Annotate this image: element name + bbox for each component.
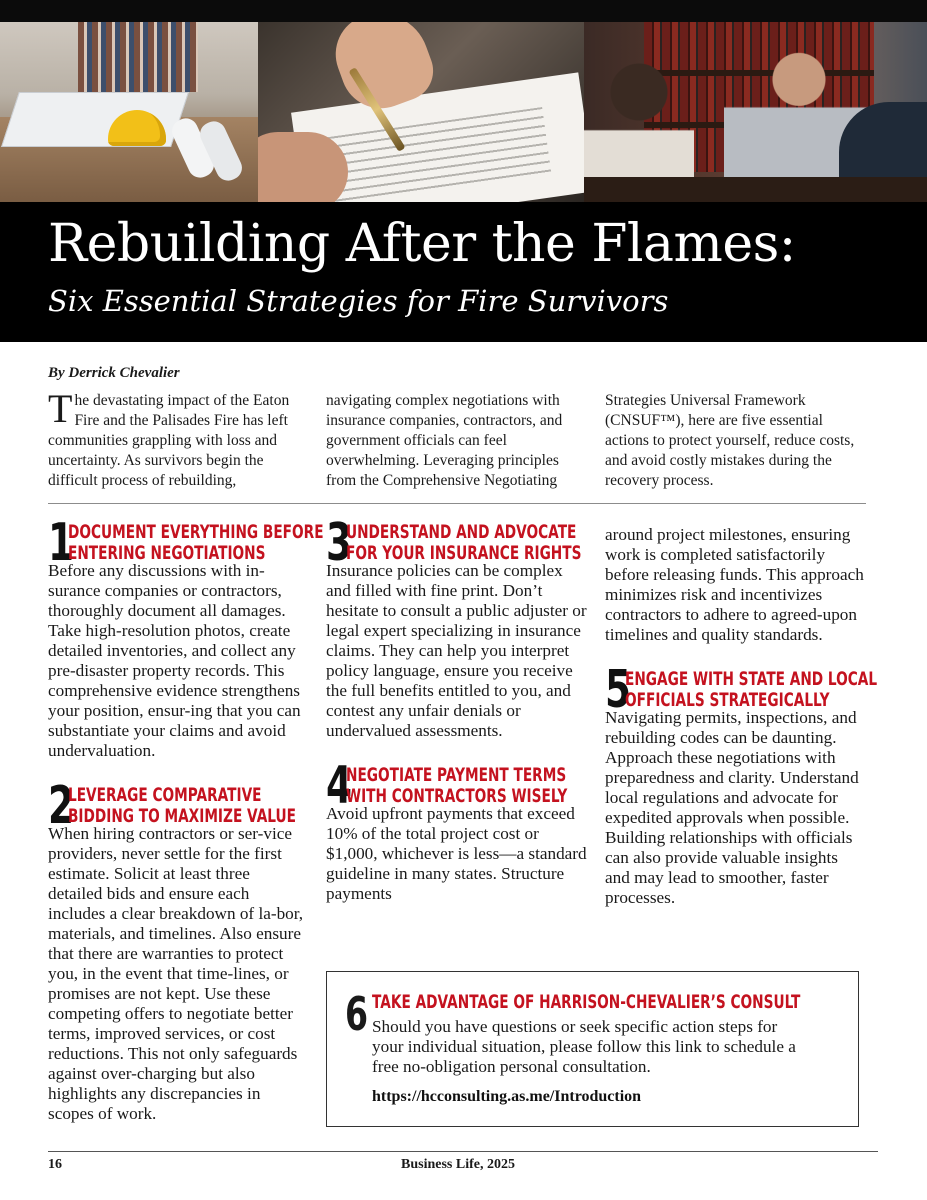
strategy-heading-line: LEVERAGE COMPARATIVE <box>68 784 262 806</box>
strategy-body-3: Insurance policies can be complex and filled with fine print. Don’t hesitate to consult a public adjuster or legal expert specializing in insurance claims. They can help you interpret policy language, ensure you receive the full benefits entitled to you, and contest any unfair denials or undervalued assessments. <box>326 561 587 740</box>
strategy-heading-4 <box>326 756 588 816</box>
strategy-heading-6: TAKE ADVANTAGE OF HARRISON-CHEVALIER’S CONSULT <box>372 991 801 1013</box>
strategy-body-2: When hiring contractors or ser-vice providers, never settle for the first estimate. Solicit at least three detailed bids and ensure each includes a clear breakdown of la-bor, materials, and timelines. Also ensure that there are warranties to protect you, in the event that time-lines, or promises are not kept. Use these competing offers to negotiate better terms, improved services, or cost reductions. This not only safeguards against over-charging but also highlights any discrepancies in scopes of work. <box>48 824 304 1123</box>
strategy-number: 1 <box>48 513 75 573</box>
column-1 <box>48 513 324 1124</box>
footer-rule <box>48 1151 878 1152</box>
strategy-heading-2 <box>48 776 306 836</box>
strategy-number: 5 <box>605 660 632 720</box>
strategy-heading-line: WITH CONTRACTORS WISELY <box>346 785 568 807</box>
strategy-number: 6 <box>345 987 369 1041</box>
section-divider <box>48 503 866 504</box>
column-3 <box>605 525 878 908</box>
strategy-heading-line: UNDERSTAND AND ADVOCATE <box>346 521 577 543</box>
strategy-number: 2 <box>48 776 75 836</box>
consultation-link[interactable]: https://hcconsulting.as.me/Introduction <box>372 1088 642 1105</box>
strategy-heading-line: OFFICIALS STRATEGICALLY <box>625 689 830 711</box>
strategy-heading-line: BIDDING TO MAXIMIZE VALUE <box>68 805 296 827</box>
strategy-body-5: Navigating permits, inspections, and rebuilding codes can be daunting. Approach these negotiations with preparedness and clarity. Understand local regulations and advocate for expedited approvals when possible. Building relationships with officials can also provide valuable insights and may lead to smoother, faster processes. <box>605 708 859 907</box>
intro-column-1 <box>48 386 303 491</box>
top-black-bar <box>0 0 927 22</box>
publication-footer: Business Life, 2025 <box>401 1157 515 1172</box>
intro-column-2: navigating complex negotiations with insurance companies, contractors, and government officials can feel overwhelming. Leveraging principles from the Comprehensive Negotiating <box>326 392 563 489</box>
strategy-heading-line: NEGOTIATE PAYMENT TERMS <box>346 764 567 786</box>
strategy-heading-1 <box>48 513 324 573</box>
consultation-box <box>326 971 859 1127</box>
strategy-heading-line: DOCUMENT EVERYTHING BEFORE <box>68 521 324 543</box>
intro-column-3: Strategies Universal Framework (CNSUF™), here are five essential actions to protect yourself, reduce costs, and avoid costly mistakes during the recovery process. <box>605 392 855 489</box>
strategy-body-4: Avoid upfront payments that exceed 10% of the total project cost or $1,000, whichever is less—a standard guideline in many states. Structure payments <box>326 804 587 903</box>
strategy-number: 4 <box>326 756 353 816</box>
strategy-body-6: Should you have questions or seek specific action steps for your individual situation, please follow this link to schedule a free no-obligation personal consultation. <box>372 1017 796 1076</box>
photo-blueprints-hardhat <box>0 22 258 202</box>
article-subtitle: Six Essential Strategies for Fire Survivors <box>48 284 669 318</box>
intro-text-1: he devastating impact of the Eaton Fire and the Palisades Fire has left communities grappling with loss and uncertainty. As survivors begin the difficult process of rebuilding, <box>48 392 290 489</box>
strategy-body-4-continued: around project milestones, ensuring work is completed satisfactorily before releasing funds. This approach minimizes risk and incentivizes contractors to adhere to agreed-upon timelines and quality standards. <box>605 525 864 644</box>
article-title: Rebuilding After the Flames: <box>48 214 796 274</box>
page-number: 16 <box>48 1157 62 1172</box>
author-byline: By Derrick Chevalier <box>48 365 180 381</box>
strategy-heading-line: ENTERING NEGOTIATIONS <box>68 542 266 564</box>
strategy-heading-line: FOR YOUR INSURANCE RIGHTS <box>346 542 582 564</box>
strategy-heading-line: ENGAGE WITH STATE AND LOCAL <box>625 668 878 690</box>
drop-cap: T <box>48 386 73 431</box>
column-2 <box>326 513 588 904</box>
strategy-heading-5 <box>605 660 878 720</box>
strategy-number: 3 <box>326 513 353 573</box>
photo-signing-document <box>258 22 584 202</box>
photo-consultation-meeting <box>584 22 927 202</box>
strategy-body-1: Before any discussions with in-surance companies or contractors, thoroughly document all damages. Take high-resolution photos, create detailed inventories, and collect any pre-disaster property records. This comprehensive evidence strengthens your position, ensur-ing that you can substantiate your claims and avoid undervaluation. <box>48 561 301 760</box>
strategy-heading-3 <box>326 513 588 573</box>
header-photo-strip <box>0 22 927 202</box>
